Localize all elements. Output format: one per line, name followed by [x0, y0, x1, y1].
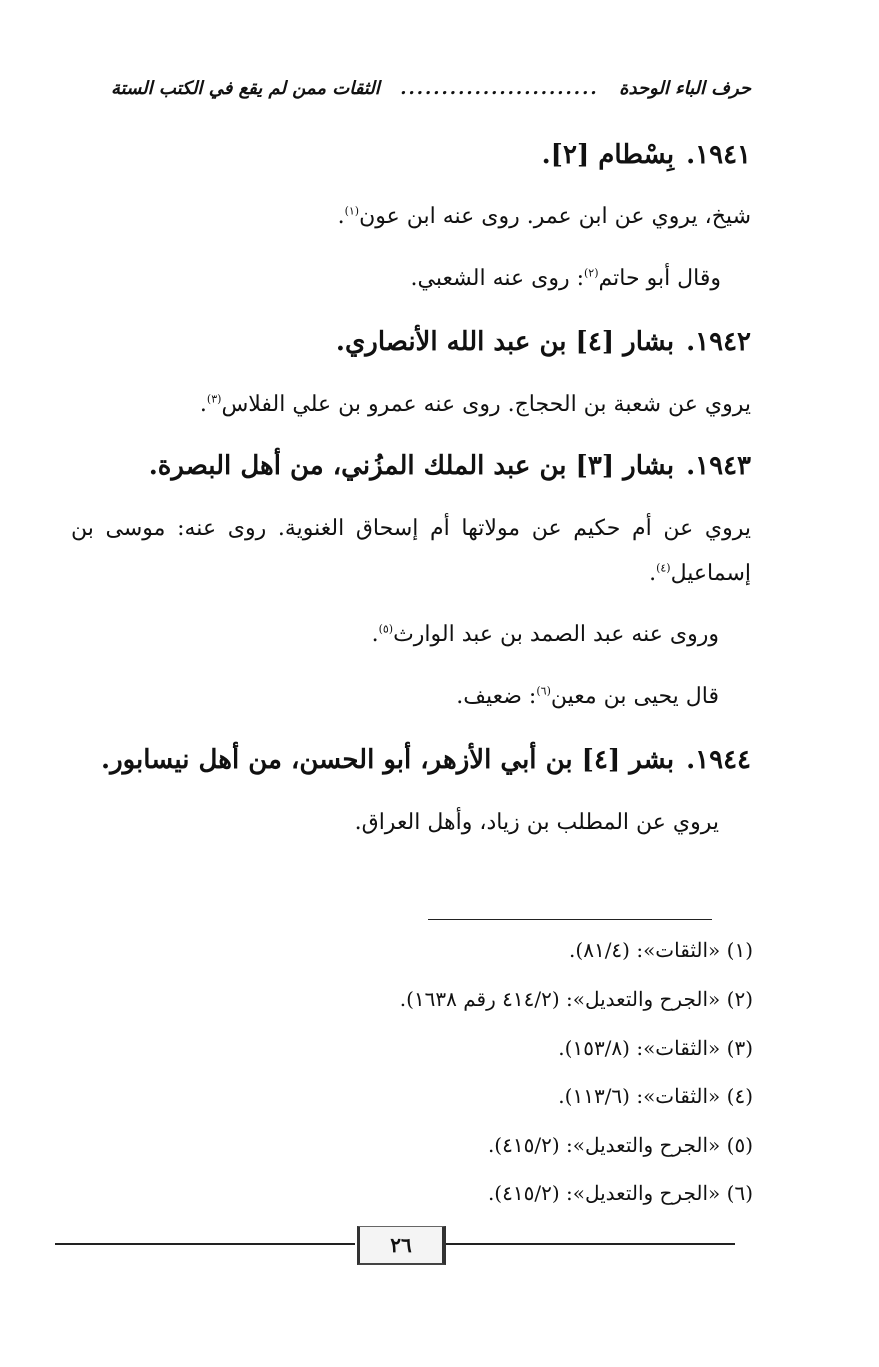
footnote-ref: (٢) [584, 266, 599, 280]
page-number: ٢٦ [357, 1226, 446, 1265]
footnote-3: (٣) «الثقات»: (١٥٣/٨). [558, 1036, 753, 1060]
entry-heading-1941 [542, 140, 751, 170]
entry-line: وقال أبو حاتم$^{(٢)}$: روى عنه الشعبي. [410, 266, 721, 291]
footnote-ref: (٣) [206, 392, 222, 406]
entry-heading-1943 [149, 451, 751, 481]
entry-name: بشر [٤] بن أبي الأزهر، أبو الحسن، من أهل نيسابور. [101, 745, 675, 775]
footnote-ref: (١) [344, 204, 360, 218]
entry-name: بِسْطام [٢]. [541, 140, 675, 170]
footnote-5: (٥) «الجرح والتعديل»: (٤١٥/٢). [487, 1133, 753, 1157]
entry-line: قال يحيى بن معين$^{(٦)}$: ضعيف. [456, 684, 719, 709]
entry-line: وروى عنه عبد الصمد بن عبد الوارث$^{(٥)}$. [371, 622, 719, 647]
entry-name: بشار [٣] بن عبد الملك المزُني، من أهل البصرة. [148, 451, 675, 481]
entry-heading-1942 [336, 327, 751, 357]
header-dots: ........................ [400, 78, 599, 99]
footnote-ref: (٤) [656, 561, 671, 575]
footnote-ref: (٥) [378, 622, 394, 636]
entry-line: يروي عن أم حكيم عن مولاتها أم إسحاق الغنوية. روى عنه: موسى بن [71, 516, 751, 541]
entry-number: ١٩٤٤. [686, 745, 751, 775]
footnote-1: (١) «الثقات»: (٨١/٤). [569, 938, 753, 962]
entry-line: يروي عن شعبة بن الحجاج. روى عنه عمرو بن علي الفلاس$^{(٣)}$. [199, 392, 751, 417]
entry-number: ١٩٤٣. [686, 451, 751, 481]
bottom-rule-left [55, 1243, 355, 1245]
running-header [111, 78, 751, 99]
entry-heading-1944 [101, 745, 751, 775]
entry-number: ١٩٤٢. [686, 327, 751, 357]
footnote-4: (٤) «الثقات»: (١١٣/٦). [558, 1084, 753, 1108]
header-chapter: حرف الباء الوحدة [619, 78, 751, 99]
header-book-title: الثقات ممن لم يقع في الكتب الستة [111, 78, 380, 99]
bottom-rule-right [440, 1243, 735, 1245]
entry-name: بشار [٤] بن عبد الله الأنصاري. [335, 327, 675, 357]
entry-line: إسماعيل$^{(٤)}$. [649, 561, 751, 586]
footnote-2: (٢) «الجرح والتعديل»: (٤١٤/٢ رقم ١٦٣٨). [399, 987, 753, 1011]
footnote-6: (٦) «الجرح والتعديل»: (٤١٥/٢). [487, 1181, 753, 1205]
entry-line: شيخ، يروي عن ابن عمر. روى عنه ابن عون$^{(١)}$. [337, 204, 751, 229]
entry-number: ١٩٤١. [686, 140, 751, 170]
entry-line: يروي عن المطلب بن زياد، وأهل العراق. [354, 810, 719, 835]
footnote-ref: (٦) [536, 684, 551, 698]
footnote-divider [428, 919, 712, 920]
